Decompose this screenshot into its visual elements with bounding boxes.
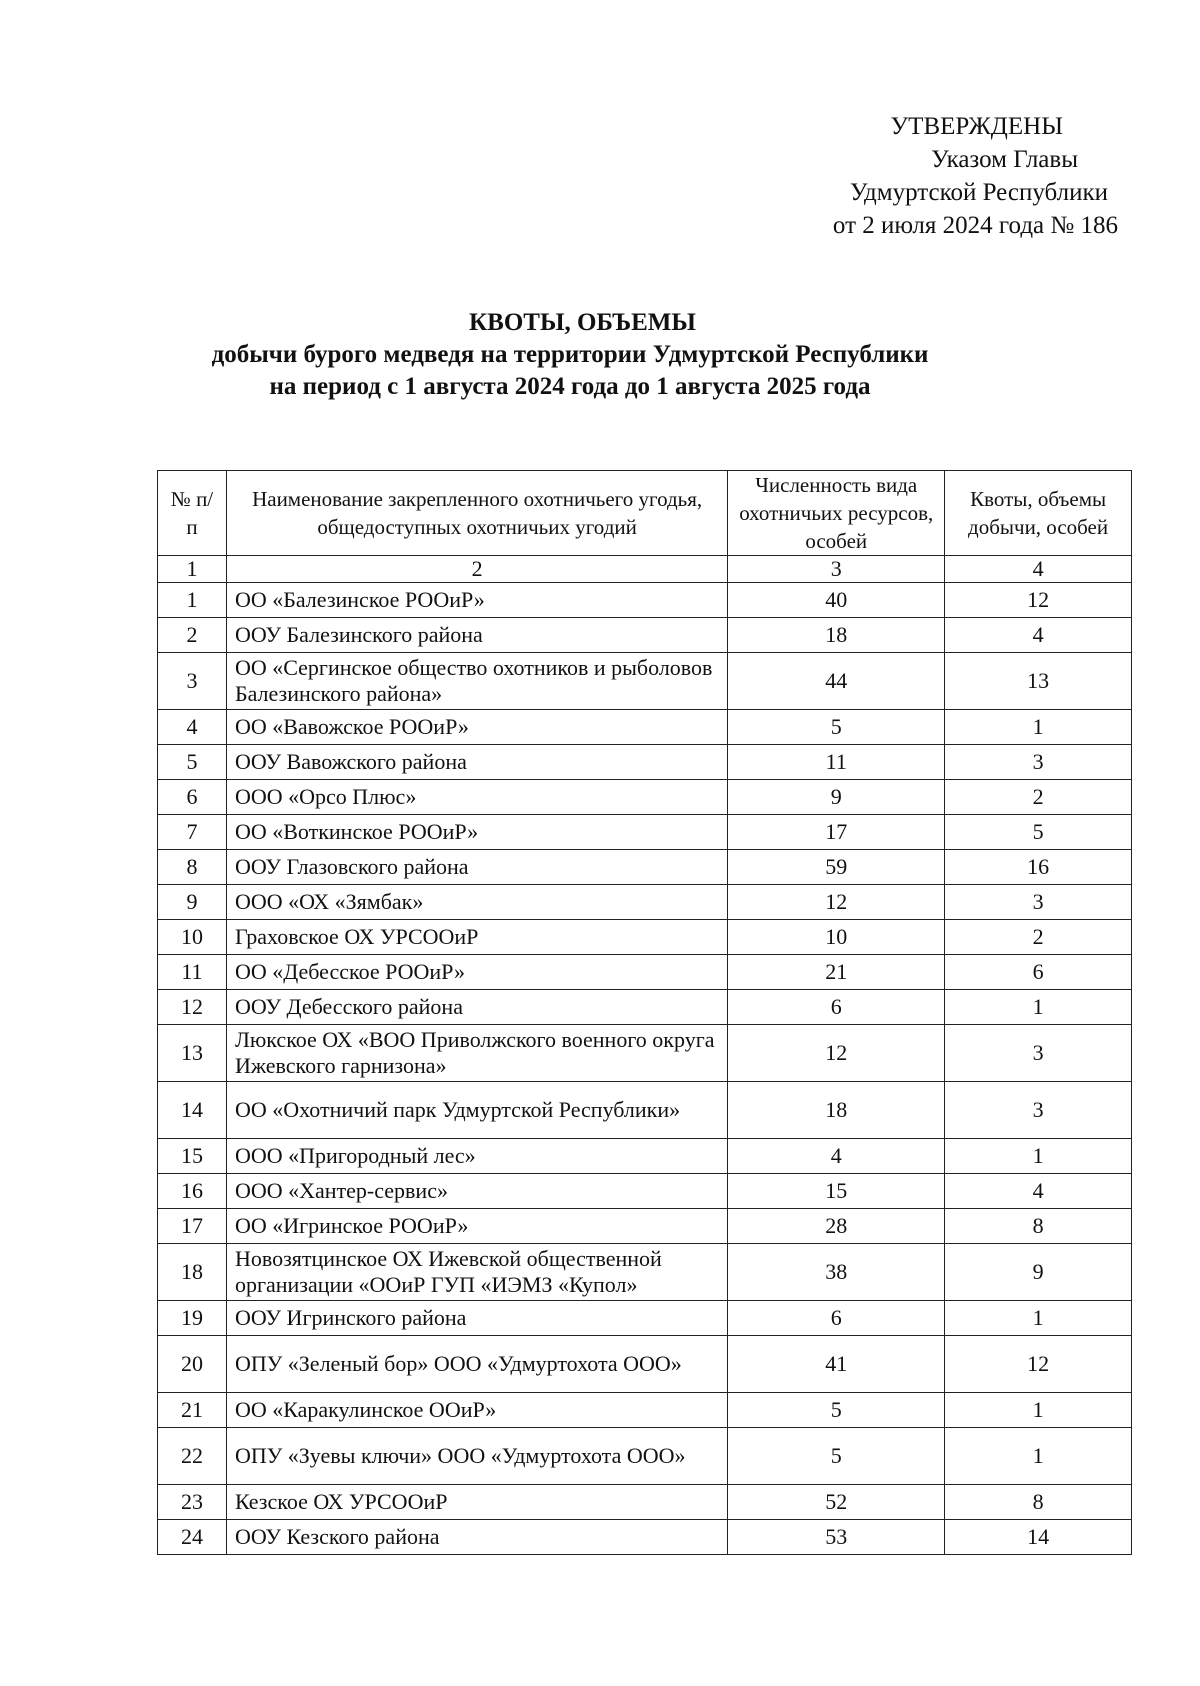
cell-quota: 8 — [945, 1485, 1132, 1520]
table-row — [158, 1174, 1132, 1209]
column-index: 3 — [728, 556, 945, 583]
approval-stamp — [788, 110, 1118, 242]
table-row — [158, 780, 1132, 815]
cell-num: 6 — [158, 780, 227, 815]
cell-count: 17 — [728, 815, 945, 850]
table-row — [158, 955, 1132, 990]
cell-num: 10 — [158, 920, 227, 955]
title-line: добычи бурого медведя на территории Удмуртской Республики — [211, 341, 929, 368]
title-line: КВОТЫ, ОБЪЕМЫ — [469, 309, 696, 336]
cell-count: 9 — [728, 780, 945, 815]
cell-count: 12 — [728, 885, 945, 920]
cell-num: 16 — [158, 1174, 227, 1209]
cell-count: 5 — [728, 1393, 945, 1428]
table-row — [158, 1520, 1132, 1555]
quota-table — [157, 470, 1132, 1555]
header-count: Численность вида охотничьих ресурсов, особей — [728, 471, 945, 556]
cell-name: ОО «Воткинское РООиР» — [226, 815, 727, 850]
approval-line: Указом Главы — [931, 146, 1078, 173]
cell-num: 5 — [158, 745, 227, 780]
table-row — [158, 990, 1132, 1025]
cell-num: 9 — [158, 885, 227, 920]
cell-quota: 1 — [945, 710, 1132, 745]
table-row — [158, 1336, 1132, 1393]
cell-quota: 12 — [945, 583, 1132, 618]
cell-num: 7 — [158, 815, 227, 850]
table-row — [158, 815, 1132, 850]
cell-quota: 1 — [945, 1139, 1132, 1174]
cell-num: 8 — [158, 850, 227, 885]
table-row — [158, 618, 1132, 653]
cell-count: 6 — [728, 990, 945, 1025]
cell-count: 38 — [728, 1244, 945, 1301]
cell-name: ОО «Каракулинское ООиР» — [226, 1393, 727, 1428]
approval-line: Удмуртской Республики — [849, 179, 1108, 206]
cell-name: ООУ Дебесского района — [226, 990, 727, 1025]
header-quota: Квоты, объемы добычи, особей — [945, 471, 1132, 556]
approval-line: УТВЕРЖДЕНЫ — [890, 113, 1063, 140]
cell-num: 15 — [158, 1139, 227, 1174]
cell-count: 41 — [728, 1336, 945, 1393]
cell-num: 18 — [158, 1244, 227, 1301]
cell-count: 21 — [728, 955, 945, 990]
cell-quota: 3 — [945, 745, 1132, 780]
cell-count: 6 — [728, 1301, 945, 1336]
cell-num: 4 — [158, 710, 227, 745]
cell-quota: 2 — [945, 920, 1132, 955]
cell-quota: 1 — [945, 1301, 1132, 1336]
header-name: Наименование закрепленного охотничьего угодья, общедоступных охотничьих угодий — [226, 471, 727, 556]
column-index: 2 — [226, 556, 727, 583]
table-row — [158, 1301, 1132, 1336]
cell-name: Новозятцинское ОХ Ижевской общественной организации «ООиР ГУП «ИЭМЗ «Купол» — [226, 1244, 727, 1301]
cell-quota: 2 — [945, 780, 1132, 815]
cell-name: ООУ Игринского района — [226, 1301, 727, 1336]
table-row — [158, 1244, 1132, 1301]
cell-quota: 5 — [945, 815, 1132, 850]
cell-count: 4 — [728, 1139, 945, 1174]
cell-count: 40 — [728, 583, 945, 618]
table-row — [158, 885, 1132, 920]
table-row — [158, 653, 1132, 710]
cell-name: ОО «Вавожское РООиР» — [226, 710, 727, 745]
cell-quota: 1 — [945, 990, 1132, 1025]
header-num: № п/п — [158, 471, 227, 556]
approval-line: от 2 июля 2024 года № 186 — [832, 212, 1118, 239]
column-index: 4 — [945, 556, 1132, 583]
column-index-row — [158, 556, 1132, 583]
cell-name: ОО «Сергинское общество охотников и рыболовов Балезинского района» — [226, 653, 727, 710]
table-row — [158, 1393, 1132, 1428]
cell-name: ООУ Глазовского района — [226, 850, 727, 885]
cell-count: 11 — [728, 745, 945, 780]
cell-num: 12 — [158, 990, 227, 1025]
cell-name: ООО «Пригородный лес» — [226, 1139, 727, 1174]
cell-num: 21 — [158, 1393, 227, 1428]
table-row — [158, 710, 1132, 745]
cell-count: 5 — [728, 710, 945, 745]
cell-quota: 1 — [945, 1428, 1132, 1485]
cell-num: 1 — [158, 583, 227, 618]
cell-num: 11 — [158, 955, 227, 990]
table-row — [158, 920, 1132, 955]
cell-count: 15 — [728, 1174, 945, 1209]
cell-quota: 1 — [945, 1393, 1132, 1428]
cell-quota: 4 — [945, 1174, 1132, 1209]
cell-num: 14 — [158, 1082, 227, 1139]
cell-quota: 12 — [945, 1336, 1132, 1393]
table-row — [158, 850, 1132, 885]
cell-count: 52 — [728, 1485, 945, 1520]
cell-quota: 3 — [945, 1082, 1132, 1139]
cell-name: ОО «Дебесское РООиР» — [226, 955, 727, 990]
cell-num: 13 — [158, 1025, 227, 1082]
cell-name: Кезское ОХ УРСООиР — [226, 1485, 727, 1520]
document-title — [0, 307, 1200, 403]
cell-num: 22 — [158, 1428, 227, 1485]
table-row — [158, 1209, 1132, 1244]
cell-name: Граховское ОХ УРСООиР — [226, 920, 727, 955]
cell-count: 18 — [728, 1082, 945, 1139]
cell-quota: 4 — [945, 618, 1132, 653]
cell-count: 12 — [728, 1025, 945, 1082]
table-row — [158, 1485, 1132, 1520]
cell-name: ОО «Балезинское РООиР» — [226, 583, 727, 618]
cell-name: Люкское ОХ «ВОО Приволжского военного округа Ижевского гарнизона» — [226, 1025, 727, 1082]
cell-num: 20 — [158, 1336, 227, 1393]
cell-count: 28 — [728, 1209, 945, 1244]
cell-quota: 3 — [945, 885, 1132, 920]
cell-num: 17 — [158, 1209, 227, 1244]
cell-name: ООУ Вавожского района — [226, 745, 727, 780]
cell-name: ООУ Балезинского района — [226, 618, 727, 653]
cell-quota: 6 — [945, 955, 1132, 990]
cell-count: 44 — [728, 653, 945, 710]
cell-count: 18 — [728, 618, 945, 653]
table-row — [158, 1428, 1132, 1485]
header-row — [158, 471, 1132, 556]
cell-name: ООО «Хантер-сервис» — [226, 1174, 727, 1209]
cell-name: ООО «ОХ «Зямбак» — [226, 885, 727, 920]
cell-count: 59 — [728, 850, 945, 885]
column-index: 1 — [158, 556, 227, 583]
cell-name: ОПУ «Зеленый бор» ООО «Удмуртохота ООО» — [226, 1336, 727, 1393]
table-row — [158, 1025, 1132, 1082]
cell-name: ООО «Орсо Плюс» — [226, 780, 727, 815]
title-line: на период с 1 августа 2024 года до 1 августа 2025 года — [269, 373, 871, 400]
table-row — [158, 1082, 1132, 1139]
cell-count: 53 — [728, 1520, 945, 1555]
cell-quota: 9 — [945, 1244, 1132, 1301]
cell-num: 24 — [158, 1520, 227, 1555]
cell-quota: 8 — [945, 1209, 1132, 1244]
cell-count: 10 — [728, 920, 945, 955]
cell-quota: 3 — [945, 1025, 1132, 1082]
table-row — [158, 583, 1132, 618]
cell-num: 19 — [158, 1301, 227, 1336]
table-row — [158, 745, 1132, 780]
cell-num: 2 — [158, 618, 227, 653]
cell-quota: 13 — [945, 653, 1132, 710]
cell-num: 3 — [158, 653, 227, 710]
cell-quota: 16 — [945, 850, 1132, 885]
cell-quota: 14 — [945, 1520, 1132, 1555]
table-body — [158, 583, 1132, 1555]
cell-name: ОО «Охотничий парк Удмуртской Республики» — [226, 1082, 727, 1139]
cell-count: 5 — [728, 1428, 945, 1485]
cell-name: ОПУ «Зуевы ключи» ООО «Удмуртохота ООО» — [226, 1428, 727, 1485]
cell-name: ОО «Игринское РООиР» — [226, 1209, 727, 1244]
cell-num: 23 — [158, 1485, 227, 1520]
table-row — [158, 1139, 1132, 1174]
cell-name: ООУ Кезского района — [226, 1520, 727, 1555]
